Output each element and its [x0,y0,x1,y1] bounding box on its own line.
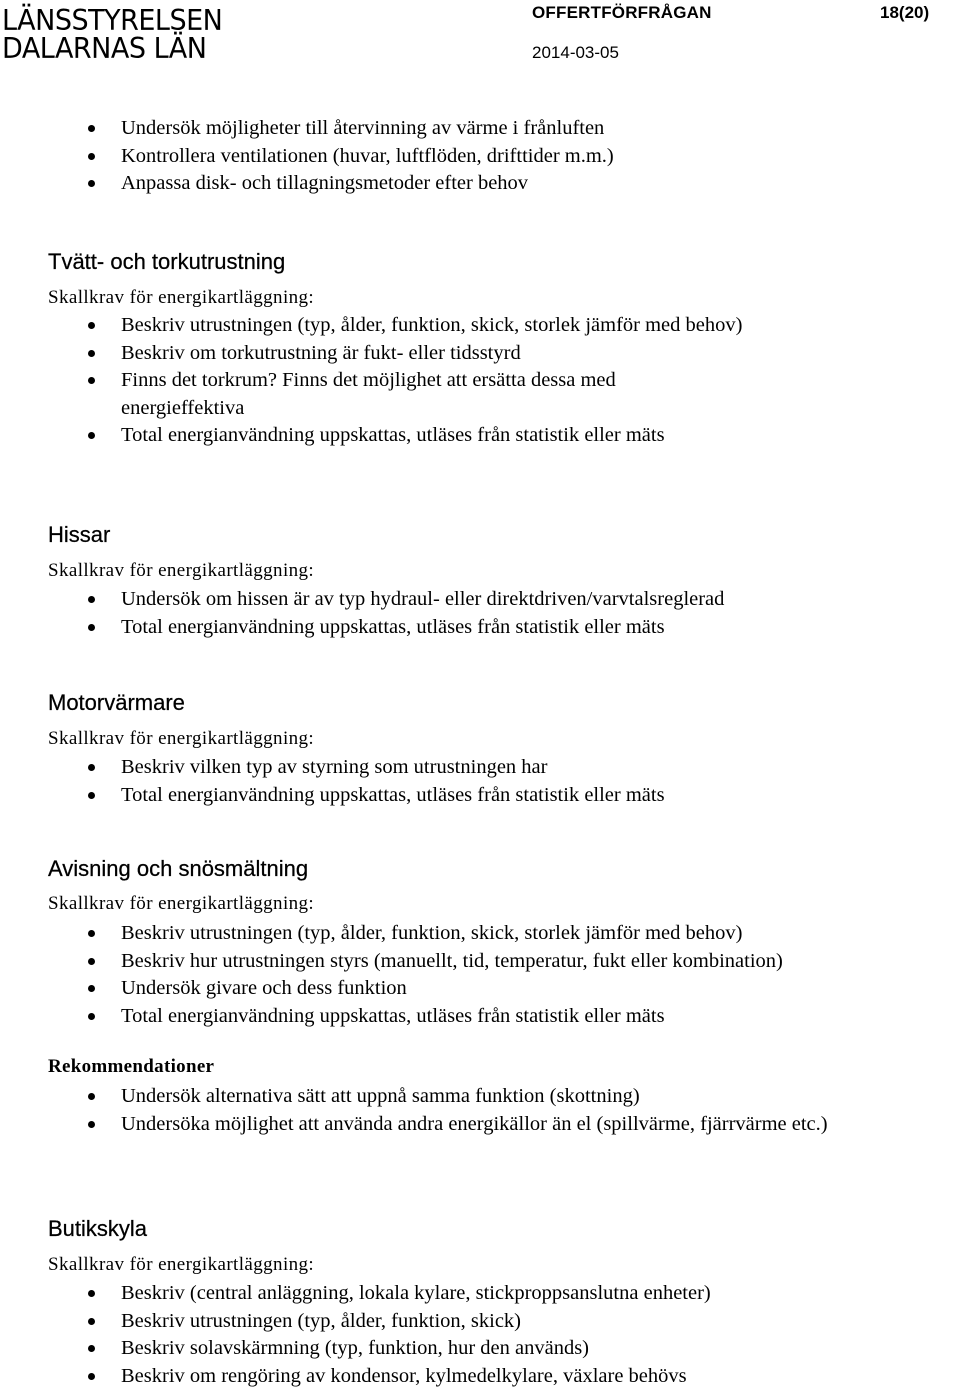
butik-list [48,1280,711,1390]
list-item: Undersök givare och dess funktion [48,975,928,1003]
list-item: Beskriv om rengöring av kondensor, kylmedelkylare, växlare behövs [48,1363,711,1391]
section-title-motor: Motorvärmare [48,690,185,715]
document-date: 2014-03-05 [532,43,619,62]
list-item: Beskriv utrustningen (typ, ålder, funktion, skick) [48,1308,711,1336]
intro-list [48,115,614,198]
list-item: Beskriv (central anläggning, lokala kylare, stickproppsanslutna enheter) [48,1280,711,1308]
list-item: Total energianvändning uppskattas, utläses från statistik eller mäts [48,422,838,450]
avisning-list [48,920,928,1030]
page-header [0,0,960,80]
list-item: Finns det torkrum? Finns det möjlighet att ersätta dessa med energieffektiva [48,367,691,422]
list-item: Beskriv hur utrustningen styrs (manuellt, tid, temperatur, fukt eller kombination) [48,948,928,976]
list-item: Undersök alternativa sätt att uppnå samma funktion (skottning) [48,1083,883,1111]
motor-list [48,754,665,809]
list-item: Anpassa disk- och tillagningsmetoder efter behov [48,170,614,198]
recommendations-list [48,1083,883,1138]
list-item: Kontrollera ventilationen (huvar, luftflöden, drifttider m.m.) [48,143,614,171]
list-item: Beskriv solavskärmning (typ, funktion, hur den används) [48,1335,711,1363]
section-title-butik: Butikskyla [48,1216,148,1241]
list-item: Total energianvändning uppskattas, utläses från statistik eller mäts [48,1003,928,1031]
section-title-avisning: Avisning och snösmältning [48,856,309,881]
organization-logo [2,4,223,66]
section-subtitle-motor: Skallkrav för energikartläggning: [48,728,315,749]
section-subtitle-butik: Skallkrav för energikartläggning: [48,1254,315,1275]
list-item: Beskriv utrustningen (typ, ålder, funktion, skick, storlek jämför med behov) [48,920,928,948]
section-title-hissar: Hissar [48,522,111,547]
logo-line-1: LÄNSSTYRELSEN [2,4,223,38]
page-number: 18(20) [880,3,930,22]
list-item: Undersöka möjlighet att använda andra energikällor än el (spillvärme, fjärrvärme etc.) [48,1111,883,1139]
list-item: Beskriv om torkutrustning är fukt- eller tidsstyrd [48,340,838,368]
list-item: Total energianvändning uppskattas, utläses från statistik eller mäts [48,614,724,642]
list-item: Undersök om hissen är av typ hydraul- eller direktdriven/varvtalsreglerad [48,586,724,614]
document-type: OFFERTFÖRFRÅGAN [532,3,712,22]
list-item: Undersök möjligheter till återvinning av värme i frånluften [48,115,614,143]
recommendations-heading: Rekommendationer [48,1056,215,1077]
list-item: Total energianvändning uppskattas, utläses från statistik eller mäts [48,782,665,810]
tvatt-list [48,312,838,450]
section-subtitle-hissar: Skallkrav för energikartläggning: [48,560,315,581]
list-item: Beskriv utrustningen (typ, ålder, funktion, skick, storlek jämför med behov) [48,312,838,340]
section-title-tvatt: Tvätt- och torkutrustning [48,249,286,274]
list-item: Beskriv vilken typ av styrning som utrustningen har [48,754,665,782]
section-subtitle-tvatt: Skallkrav för energikartläggning: [48,287,315,308]
hissar-list [48,586,724,641]
section-subtitle-avisning: Skallkrav för energikartläggning: [48,893,315,914]
logo-line-2: DALARNAS LÄN [2,32,207,66]
